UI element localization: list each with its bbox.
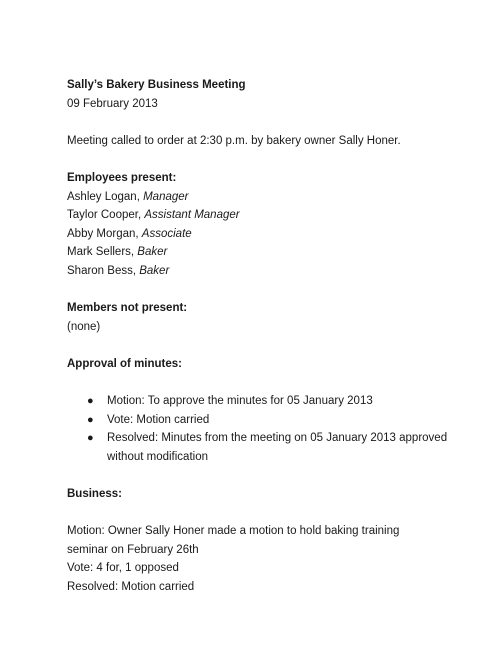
business-heading: Business: — [67, 488, 122, 501]
employee-name: Mark Sellers, — [67, 246, 138, 259]
document-title: Sally’s Bakery Business Meeting — [67, 79, 246, 91]
spacer — [67, 504, 467, 523]
bullet-icon: ● — [87, 395, 94, 408]
business-vote: Vote: 4 for, 1 opposed — [67, 562, 179, 575]
list-item — [87, 411, 467, 430]
opening-statement: Meeting called to order at 2:30 p.m. by bakery owner Sally Honer. — [67, 134, 401, 147]
employee-row — [67, 225, 467, 244]
spacer — [67, 150, 467, 169]
spacer — [67, 336, 467, 355]
meeting-date: 09 February 2013 — [67, 97, 158, 110]
business-motion: Motion: Owner Sally Honer made a motion to hold baking training seminar on February 26th — [67, 525, 400, 556]
employee-name: Sharon Bess, — [67, 264, 140, 277]
employee-name: Abby Morgan, — [67, 227, 142, 240]
list-item — [87, 429, 467, 466]
employee-role: Baker — [139, 264, 170, 277]
not-present-value: (none) — [67, 320, 101, 333]
employee-name: Ashley Logan, — [67, 190, 144, 203]
bullet-icon: ● — [87, 413, 94, 426]
employee-role: Baker — [137, 246, 168, 259]
bullet-icon: ● — [87, 432, 94, 445]
spacer — [67, 281, 467, 300]
approval-item-text: Vote: Motion carried — [107, 413, 210, 426]
approval-bullet-list — [67, 392, 467, 466]
employee-role: Manager — [143, 190, 189, 203]
list-item — [87, 392, 467, 411]
spacer — [67, 113, 467, 132]
spacer — [67, 466, 467, 485]
employees-heading: Employees present: — [67, 171, 177, 184]
employee-row — [67, 262, 467, 281]
business-resolved: Resolved: Motion carried — [67, 581, 195, 594]
employee-row — [67, 206, 467, 225]
approval-heading: Approval of minutes: — [67, 357, 183, 370]
employee-name: Taylor Cooper, — [67, 209, 145, 222]
employee-role: Associate — [141, 227, 192, 240]
spacer — [67, 374, 467, 393]
employees-list — [67, 188, 467, 281]
not-present-heading: Members not present: — [67, 302, 188, 315]
employee-role: Assistant Manager — [144, 209, 240, 222]
employee-row — [67, 188, 467, 207]
approval-item-text: Resolved: Minutes from the meeting on 05 January 2013 approved without modification — [107, 432, 448, 463]
approval-item-text: Motion: To approve the minutes for 05 January 2013 — [107, 395, 373, 408]
employee-row — [67, 243, 467, 262]
meeting-minutes-document — [67, 76, 467, 597]
